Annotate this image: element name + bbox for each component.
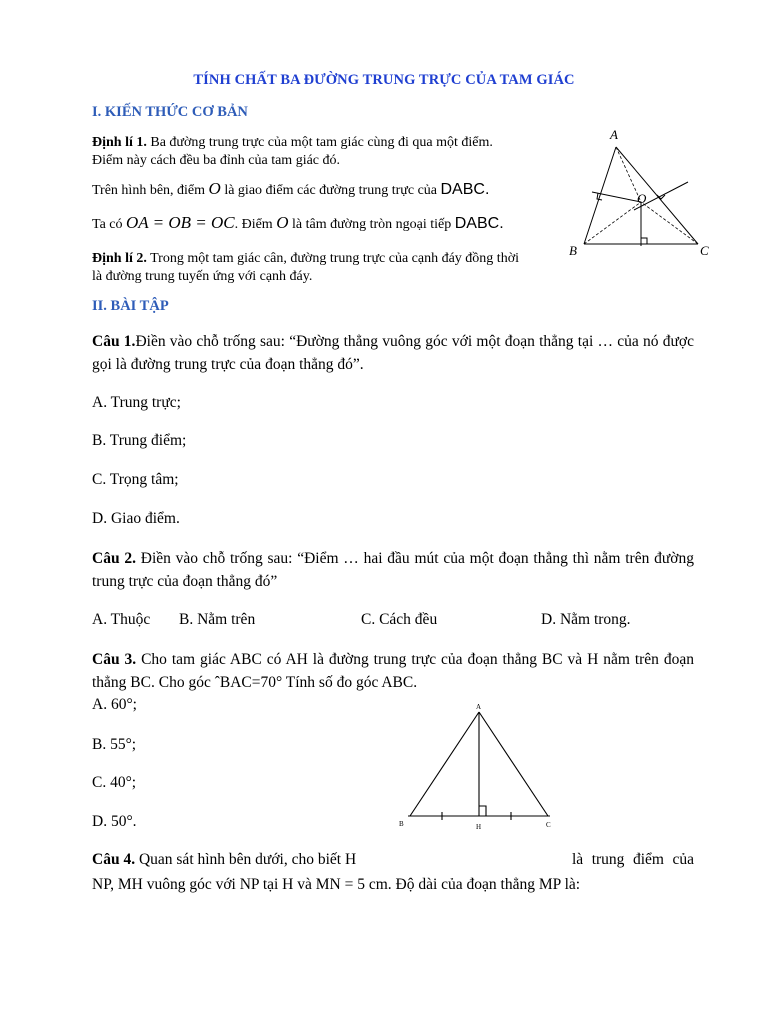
question-4-text-a: Quan sát hình bên dưới, cho biết H	[135, 851, 357, 868]
circumcenter-text-c: là tâm đường tròn ngoại tiếp	[291, 217, 452, 232]
theorem-2	[92, 250, 519, 268]
section-heading-exercises: II. BÀI TẬP	[92, 298, 169, 314]
theorem-1-label: Định lí 1.	[92, 135, 147, 150]
segment-oc	[641, 202, 698, 244]
question-3-label: Câu 3.	[92, 651, 137, 668]
circumcenter-text-b: . Điểm	[234, 217, 273, 232]
q2-option-a: A. Thuộc	[92, 611, 151, 628]
question-3	[92, 648, 694, 694]
label-c: C	[546, 821, 551, 829]
isosceles-triangle-figure	[390, 700, 560, 835]
intersection-text-b: là giao điểm các đường trung trực của	[224, 183, 437, 198]
theorem-1	[92, 134, 493, 152]
q1-option-d: D. Giao điểm.	[92, 510, 180, 527]
intersection-text-a: Trên hình bên, điểm	[92, 183, 206, 198]
theorem-2-continued: là đường trung tuyến ứng với cạnh đáy.	[92, 269, 313, 284]
q2-option-d: D. Nằm trong.	[541, 611, 631, 628]
label-b: B	[569, 243, 577, 258]
label-c: C	[700, 243, 709, 258]
question-4-text-c: NP, MH vuông góc với NP tại H và MN = 5 cm. Độ dài của đoạn thẳng MP là:	[92, 876, 581, 893]
question-3-text: Cho tam giác ABC có AH là đường trung trực của đoạn thẳng BC và H nằm trên đoạn thẳng BC. Cho góc ˆBAC=70° Tính số đo góc ABC.	[92, 651, 694, 691]
label-b: B	[399, 820, 404, 828]
label-h: H	[476, 823, 482, 831]
equality-formula: OA = OB = OC	[126, 213, 235, 232]
triangle-abc-symbol-2: DABC.	[454, 215, 504, 232]
question-4-text-b: là trung điểm của	[572, 851, 694, 868]
q3-option-c: C. 40°;	[92, 774, 137, 791]
q1-option-c: C. Trọng tâm;	[92, 471, 179, 488]
theorem-1-text: Ba đường trung trực của một tam giác cùng đi qua một điểm.	[146, 135, 493, 150]
right-angle-bc	[641, 238, 647, 244]
q1-option-b: B. Trung điểm;	[92, 432, 187, 449]
circumcenter-figure	[560, 120, 730, 270]
q3-option-b: B. 55°;	[92, 736, 137, 753]
question-1	[92, 330, 694, 376]
question-4-label: Câu 4.	[92, 851, 136, 868]
question-2-label: Câu 2.	[92, 550, 136, 567]
page-title: TÍNH CHẤT BA ĐƯỜNG TRUNG TRỰC CỦA TAM GIÁC	[193, 72, 575, 88]
label-a: A	[610, 127, 618, 142]
side-ac	[479, 712, 548, 816]
circumcenter-statement	[92, 214, 504, 234]
question-1-label: Câu 1.	[92, 333, 136, 350]
section-heading-theory: I. KIẾN THỨC CƠ BẢN	[92, 104, 248, 120]
intersection-statement	[92, 180, 489, 200]
label-a: A	[476, 703, 482, 711]
circumcenter-text-a: Ta có	[92, 217, 123, 232]
point-o-symbol: O	[208, 179, 221, 198]
q2-option-b: B. Nằm trên	[179, 611, 256, 628]
q2-option-c: C. Cách đều	[361, 611, 438, 628]
triangle-abc-symbol: DABC.	[440, 181, 490, 198]
theorem-2-label: Định lí 2.	[92, 251, 147, 266]
point-o-symbol-2: O	[276, 213, 289, 232]
q3-option-d: D. 50°.	[92, 813, 137, 830]
question-2-text: Điền vào chỗ trống sau: “Điểm … hai đầu mút của một đoạn thẳng thì nằm trên đường trung trực của đoạn thẳng đó”	[92, 550, 694, 590]
label-o: O	[637, 191, 647, 206]
question-1-text: Điền vào chỗ trống sau: “Đường thẳng vuông góc với một đoạn thẳng tại … của nó được gọi là đường trung trực của đoạn thẳng đó”.	[92, 333, 694, 373]
right-angle-h	[479, 806, 486, 816]
side-ab	[410, 712, 479, 816]
question-2	[92, 547, 694, 593]
theorem-1-continued: Điểm này cách đều ba đỉnh của tam giác đó.	[92, 153, 341, 168]
theorem-2-text: Trong một tam giác cân, đường trung trực của cạnh đáy đồng thời	[146, 251, 519, 266]
question-4	[92, 851, 356, 869]
q1-option-a: A. Trung trực;	[92, 394, 181, 411]
segment-ob	[584, 202, 641, 244]
q3-option-a: A. 60°;	[92, 696, 137, 713]
